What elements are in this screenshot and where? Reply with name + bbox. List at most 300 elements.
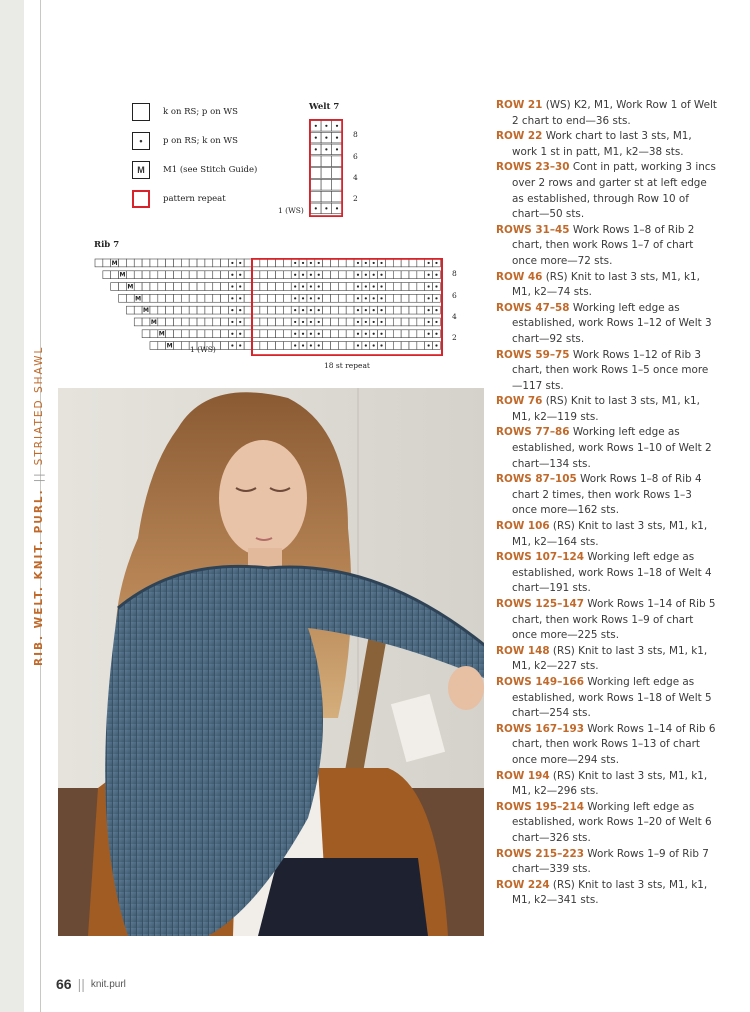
welt-start-label: 1 (WS) xyxy=(278,206,304,215)
chart-cell xyxy=(181,330,189,338)
purl-dot xyxy=(357,309,359,311)
legend-item-knit xyxy=(132,101,238,123)
purl-dot xyxy=(231,274,233,276)
chart-cell xyxy=(409,318,417,326)
instruction-entry xyxy=(496,425,718,472)
chart-cell xyxy=(331,318,339,326)
chart-cell xyxy=(409,294,417,302)
m1-mark: M xyxy=(158,330,165,338)
m1-mark: M xyxy=(150,318,157,326)
chart-cell xyxy=(158,259,166,267)
row-text: Work Rows 1–12 of Rib 3 chart, then work Rows 1–5 once more—117 sts. xyxy=(512,348,709,392)
chart-cell xyxy=(189,330,197,338)
chart-cell xyxy=(393,294,401,302)
chart-cell xyxy=(150,294,158,302)
rib-7-chart xyxy=(94,258,444,356)
chart-cell xyxy=(331,330,339,338)
purl-dot xyxy=(365,285,367,287)
chart-cell xyxy=(244,259,252,267)
purl-dot xyxy=(428,344,430,346)
chart-cell xyxy=(283,330,291,338)
chart-cell xyxy=(244,330,252,338)
chart-cell xyxy=(134,259,142,267)
chart-cell xyxy=(417,342,425,350)
chart-cell xyxy=(260,271,268,279)
purl-dot xyxy=(380,297,382,299)
chart-cell xyxy=(260,318,268,326)
rib-row-label: 8 xyxy=(452,269,457,278)
purl-symbol-icon: • xyxy=(132,132,150,150)
chart-cell xyxy=(323,306,331,314)
row-label: ROWS 77–86 xyxy=(496,426,570,439)
chart-cell xyxy=(174,342,182,350)
purl-dot xyxy=(325,137,327,139)
chart-cell xyxy=(221,342,229,350)
rib-row-label: 2 xyxy=(452,333,457,342)
chart-cell xyxy=(385,318,393,326)
chart-cell xyxy=(346,342,354,350)
chart-cell xyxy=(134,271,142,279)
row-text: Working left edge as established, work Rows 1–10 of Welt 2 chart—134 sts. xyxy=(512,426,712,470)
row-text: Working left edge as established, work Rows 1–12 of Welt 3 chart—92 sts. xyxy=(512,301,712,345)
instruction-entry xyxy=(496,301,718,348)
purl-dot xyxy=(435,309,437,311)
purl-dot xyxy=(318,333,320,335)
purl-dot xyxy=(239,344,241,346)
row-text: Work Rows 1–14 of Rib 5 chart, then work Rows 1–9 of chart once more—225 sts. xyxy=(512,598,716,642)
chart-cell xyxy=(166,294,174,302)
chart-cell xyxy=(323,294,331,302)
purl-dot xyxy=(231,285,233,287)
purl-dot xyxy=(357,333,359,335)
chart-cell xyxy=(338,342,346,350)
chart-cell xyxy=(323,259,331,267)
chart-cell xyxy=(174,259,182,267)
row-text: Work Rows 1–8 of Rib 4 chart 2 times, then work Rows 1–3 once more—162 sts. xyxy=(512,473,702,517)
chart-cell xyxy=(323,283,331,291)
purl-dot xyxy=(435,297,437,299)
chart-cell xyxy=(111,271,119,279)
chart-cell xyxy=(150,271,158,279)
chart-cell xyxy=(197,294,205,302)
purl-dot xyxy=(428,321,430,323)
chart-cell xyxy=(393,330,401,338)
chart-cell xyxy=(174,271,182,279)
instruction-entry xyxy=(496,160,718,222)
instruction-entry xyxy=(496,878,718,909)
purl-dot xyxy=(373,297,375,299)
purl-dot xyxy=(373,333,375,335)
row-text: Work Rows 1–14 of Rib 6 chart, then work Rows 1–13 of chart once more—294 sts. xyxy=(512,722,716,766)
chart-cell xyxy=(393,271,401,279)
row-label: ROWS 149–166 xyxy=(496,675,584,688)
chart-cell xyxy=(213,259,221,267)
row-label: ROW 76 xyxy=(496,395,543,408)
instruction-entry xyxy=(496,348,718,395)
chart-cell xyxy=(409,330,417,338)
purl-dot xyxy=(294,309,296,311)
row-text: Work Rows 1–8 of Rib 2 chart, then work Rows 1–7 of chart once more—72 sts. xyxy=(512,223,695,267)
chart-cell xyxy=(158,342,166,350)
instruction-entry xyxy=(496,519,718,550)
chart-cell xyxy=(244,271,252,279)
chart-cell xyxy=(244,342,252,350)
chart-cell xyxy=(181,342,189,350)
chart-cell xyxy=(197,271,205,279)
chart-cell xyxy=(252,330,260,338)
purl-dot xyxy=(315,207,317,209)
chart-cell xyxy=(260,342,268,350)
chart-cell xyxy=(346,271,354,279)
row-text: (RS) Knit to last 3 sts, M1, k1, M1, k2—164 sts. xyxy=(512,520,708,548)
row-text: (WS) K2, M1, Work Row 1 of Welt 2 chart to end—36 sts. xyxy=(512,99,717,127)
chart-cell xyxy=(134,318,142,326)
purl-dot xyxy=(373,285,375,287)
chart-cell xyxy=(283,283,291,291)
chart-cell xyxy=(150,330,158,338)
chart-cell xyxy=(221,283,229,291)
m1-mark: M xyxy=(127,283,134,291)
chart-cell xyxy=(283,294,291,302)
chart-cell xyxy=(346,318,354,326)
purl-dot xyxy=(310,274,312,276)
chart-cell xyxy=(401,283,409,291)
chart-cell xyxy=(268,294,276,302)
page-footer xyxy=(56,976,126,992)
chart-cell xyxy=(338,271,346,279)
chart-cell xyxy=(393,318,401,326)
chart-cell xyxy=(323,318,331,326)
chart-cell xyxy=(189,294,197,302)
chart-cell xyxy=(174,294,182,302)
chart-cell xyxy=(166,259,174,267)
chart-cell xyxy=(142,259,150,267)
purl-dot xyxy=(357,297,359,299)
chart-cell xyxy=(166,271,174,279)
purl-dot xyxy=(357,274,359,276)
purl-dot xyxy=(336,137,338,139)
shawl-photo xyxy=(58,388,484,936)
purl-dot xyxy=(315,137,317,139)
chart-cell xyxy=(142,294,150,302)
row-label: ROWS 167–193 xyxy=(496,722,584,735)
chart-cell xyxy=(174,306,182,314)
knit-symbol-icon xyxy=(132,103,150,121)
row-label: ROWS 107–124 xyxy=(496,551,584,564)
purl-dot xyxy=(325,125,327,127)
welt-row-label: 6 xyxy=(353,152,358,161)
chart-cell xyxy=(119,294,127,302)
chart-cell xyxy=(197,306,205,314)
chart-cell xyxy=(181,306,189,314)
row-label: ROWS 87–105 xyxy=(496,473,577,486)
purl-dot xyxy=(239,309,241,311)
row-text: (RS) Knit to last 3 sts, M1, k1, M1, k2—296 sts. xyxy=(512,769,708,798)
chart-cell xyxy=(393,342,401,350)
chart-cell xyxy=(331,306,339,314)
chart-cell xyxy=(323,342,331,350)
chart-cell xyxy=(409,283,417,291)
chart-cell xyxy=(332,180,343,191)
purl-dot xyxy=(325,148,327,150)
chart-cell xyxy=(401,342,409,350)
chart-cell xyxy=(213,271,221,279)
purl-dot xyxy=(302,274,304,276)
instructions-column xyxy=(496,98,718,909)
chart-cell xyxy=(244,318,252,326)
chart-cell xyxy=(213,330,221,338)
instruction-entry xyxy=(496,394,718,425)
welt-row-label: 8 xyxy=(353,130,358,139)
chart-cell xyxy=(332,191,343,202)
instruction-entry xyxy=(496,98,718,129)
legend-text: k on RS; p on WS xyxy=(163,107,238,117)
purl-dot xyxy=(336,148,338,150)
chart-cell xyxy=(134,306,142,314)
purl-dot xyxy=(310,344,312,346)
purl-dot xyxy=(239,297,241,299)
purl-dot xyxy=(310,285,312,287)
row-label: ROWS 215–223 xyxy=(496,847,584,860)
chart-cell xyxy=(205,259,213,267)
chart-cell xyxy=(126,259,134,267)
purl-dot xyxy=(365,309,367,311)
chart-cell xyxy=(126,271,134,279)
chart-cell xyxy=(311,191,322,202)
purl-dot xyxy=(365,274,367,276)
chart-cell xyxy=(213,283,221,291)
purl-dot xyxy=(302,285,304,287)
instruction-entry xyxy=(496,129,718,160)
chart-cell xyxy=(252,342,260,350)
purl-dot xyxy=(435,333,437,335)
purl-dot xyxy=(435,274,437,276)
chart-cell xyxy=(126,294,134,302)
purl-dot xyxy=(435,321,437,323)
chart-cell xyxy=(323,271,331,279)
chart-cell xyxy=(385,259,393,267)
chart-cell xyxy=(409,271,417,279)
chart-cell xyxy=(311,168,322,179)
chart-cell xyxy=(197,283,205,291)
purl-dot xyxy=(357,321,359,323)
purl-dot xyxy=(318,262,320,264)
purl-dot xyxy=(428,297,430,299)
chart-cell xyxy=(276,259,284,267)
purl-dot xyxy=(302,309,304,311)
row-label: ROWS 125–147 xyxy=(496,598,584,610)
purl-dot xyxy=(239,333,241,335)
chart-cell xyxy=(338,283,346,291)
chart-cell xyxy=(331,283,339,291)
row-text: (RS) Knit to last 3 sts, M1, k1, M1, k2—119 sts. xyxy=(512,395,700,423)
chart-cell xyxy=(385,283,393,291)
chart-cell xyxy=(283,318,291,326)
chart-cell xyxy=(221,330,229,338)
chart-cell xyxy=(276,318,284,326)
chart-cell xyxy=(158,318,166,326)
chart-cell xyxy=(213,306,221,314)
chart-cell xyxy=(417,306,425,314)
chart-cell xyxy=(276,342,284,350)
magazine-brand: knit.purl xyxy=(90,978,126,990)
row-label: ROW 22 xyxy=(496,130,543,143)
chart-cell xyxy=(205,306,213,314)
chart-cell xyxy=(150,306,158,314)
legend-text: pattern repeat xyxy=(163,194,226,204)
purl-dot xyxy=(336,207,338,209)
chart-cell xyxy=(166,330,174,338)
chart-cell xyxy=(311,156,322,167)
row-text: (RS) Knit to last 3 sts, M1, k1, M1, k2—341 sts. xyxy=(512,878,708,907)
chart-cell xyxy=(103,259,111,267)
chart-cell xyxy=(119,283,127,291)
chart-cell xyxy=(332,156,343,167)
chart-cell xyxy=(134,283,142,291)
chart-cell xyxy=(321,180,332,191)
chart-cell xyxy=(331,271,339,279)
chart-cell xyxy=(385,342,393,350)
purl-dot xyxy=(294,297,296,299)
chart-cell xyxy=(409,306,417,314)
chart-cell xyxy=(150,259,158,267)
purl-dot xyxy=(380,309,382,311)
chart-cell xyxy=(181,259,189,267)
chart-cell xyxy=(221,306,229,314)
chart-cell xyxy=(252,271,260,279)
chart-cell xyxy=(338,294,346,302)
purl-dot xyxy=(318,344,320,346)
purl-dot xyxy=(294,262,296,264)
chart-cell xyxy=(260,306,268,314)
purl-dot xyxy=(336,125,338,127)
chart-cell xyxy=(321,156,332,167)
instruction-entry xyxy=(496,472,718,519)
chart-cell xyxy=(111,283,119,291)
row-text: Work Rows 1–9 of Rib 7 chart—339 sts. xyxy=(512,847,709,876)
side-label-separator: || xyxy=(33,471,45,483)
purl-dot xyxy=(365,297,367,299)
chart-cell xyxy=(244,306,252,314)
chart-cell xyxy=(197,259,205,267)
chart-cell xyxy=(174,318,182,326)
instruction-entry xyxy=(496,722,718,769)
chart-cell xyxy=(205,294,213,302)
instruction-entry xyxy=(496,675,718,722)
m1-mark: M xyxy=(135,295,142,303)
chart-cell xyxy=(338,318,346,326)
instruction-entry xyxy=(496,550,718,597)
chart-cell xyxy=(142,271,150,279)
m1-mark: M xyxy=(143,307,150,315)
chart-cell xyxy=(205,271,213,279)
purl-dot xyxy=(373,321,375,323)
chart-cell xyxy=(252,294,260,302)
chart-cell xyxy=(393,259,401,267)
purl-dot xyxy=(435,262,437,264)
purl-dot xyxy=(239,262,241,264)
chart-cell xyxy=(252,318,260,326)
m1-mark: M xyxy=(111,259,118,267)
purl-dot xyxy=(373,309,375,311)
row-label: ROW 194 xyxy=(496,769,550,782)
instruction-entry xyxy=(496,223,718,270)
chart-cell xyxy=(181,283,189,291)
chart-cell xyxy=(221,318,229,326)
purl-dot xyxy=(373,262,375,264)
left-margin-strip xyxy=(0,0,24,1012)
chart-cell xyxy=(221,259,229,267)
purl-dot xyxy=(357,344,359,346)
purl-dot xyxy=(294,285,296,287)
purl-dot xyxy=(302,333,304,335)
legend-item-repeat xyxy=(132,188,226,210)
chart-cell xyxy=(205,318,213,326)
row-label: ROWS 23–30 xyxy=(496,161,570,174)
rib-row-label: 6 xyxy=(452,291,457,300)
purl-dot xyxy=(294,344,296,346)
legend-text: p on RS; k on WS xyxy=(163,136,238,146)
chart-cell xyxy=(417,271,425,279)
chart-cell xyxy=(197,318,205,326)
purl-dot xyxy=(428,333,430,335)
instruction-entry xyxy=(496,597,718,644)
legend-item-purl xyxy=(132,130,238,152)
chart-cell xyxy=(150,283,158,291)
side-label-series: RIB. WELT. KNIT. PURL. xyxy=(33,488,45,666)
purl-dot xyxy=(239,285,241,287)
chart-cell xyxy=(346,330,354,338)
chart-cell xyxy=(260,294,268,302)
chart-cell xyxy=(166,306,174,314)
row-text: Work chart to last 3 sts, M1, work 1 st in patt, M1, k2—38 sts. xyxy=(512,130,692,158)
purl-dot xyxy=(302,344,304,346)
chart-cell xyxy=(417,283,425,291)
row-label: ROW 21 xyxy=(496,99,543,111)
purl-dot xyxy=(357,285,359,287)
welt-row-label: 2 xyxy=(353,194,358,203)
row-label: ROW 106 xyxy=(496,520,550,533)
purl-dot xyxy=(310,321,312,323)
chart-cell xyxy=(385,330,393,338)
chart-cell xyxy=(338,259,346,267)
chart-cell xyxy=(268,259,276,267)
chart-cell xyxy=(401,306,409,314)
chart-cell xyxy=(321,191,332,202)
purl-dot xyxy=(365,333,367,335)
row-label: ROWS 59–75 xyxy=(496,348,570,361)
purl-dot xyxy=(231,333,233,335)
purl-dot xyxy=(380,274,382,276)
chart-cell xyxy=(221,271,229,279)
welt-chart-title: Welt 7 xyxy=(309,102,340,112)
chart-cell xyxy=(252,259,260,267)
chart-cell xyxy=(276,330,284,338)
purl-dot xyxy=(373,274,375,276)
row-label: ROWS 31–45 xyxy=(496,223,570,236)
purl-dot xyxy=(302,297,304,299)
purl-dot xyxy=(294,274,296,276)
row-label: ROW 224 xyxy=(496,878,550,891)
purl-dot xyxy=(380,344,382,346)
row-text: Cont in patt, working 3 incs over 2 rows and garter st at left edge as established, through Row 10 of chart—50 sts. xyxy=(512,161,716,221)
chart-cell xyxy=(385,294,393,302)
chart-cell xyxy=(119,259,127,267)
chart-cell xyxy=(268,306,276,314)
welt-row-label: 4 xyxy=(353,173,358,182)
chart-cell xyxy=(276,271,284,279)
row-label: ROWS 195–214 xyxy=(496,800,584,813)
